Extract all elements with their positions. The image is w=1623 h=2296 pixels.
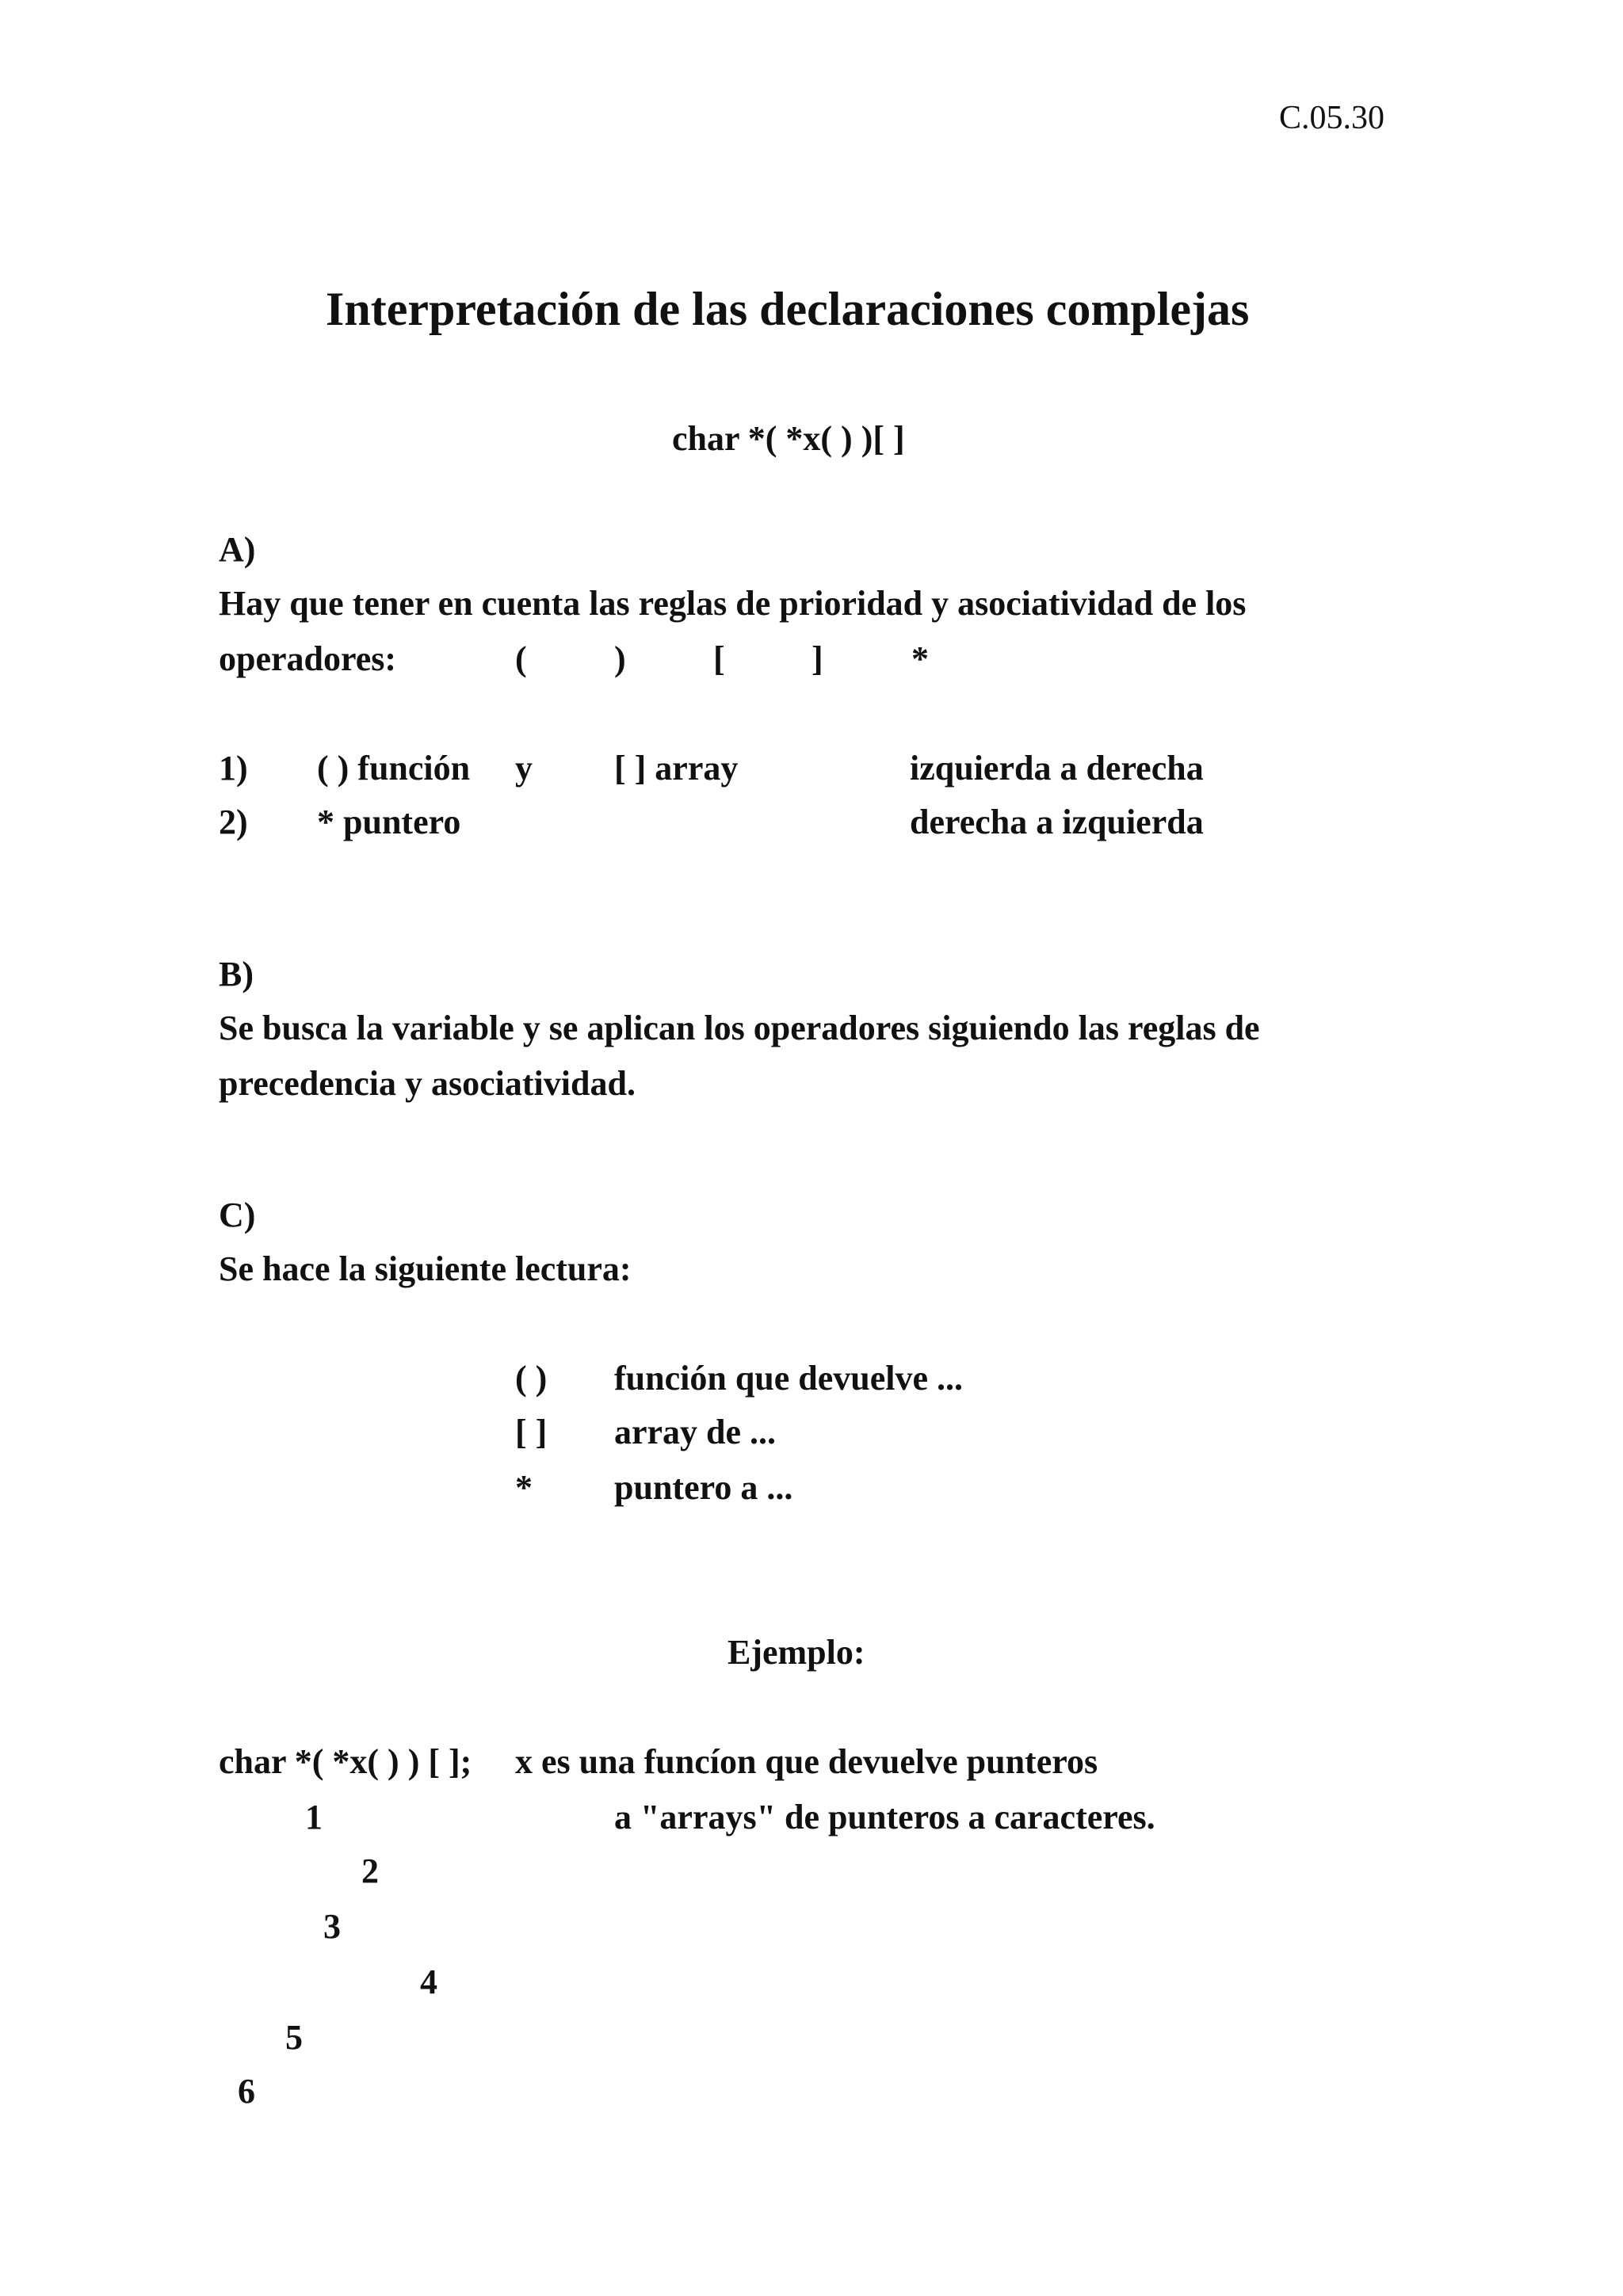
rule-operator: * puntero — [317, 803, 461, 841]
step-number: 6 — [238, 2072, 255, 2111]
example-explanation-line2: a "arrays" de punteros a caracteres. — [614, 1798, 1155, 1836]
section-b-text-line2: precedencia y asociatividad. — [219, 1064, 636, 1103]
operator-asterisk: * — [911, 639, 929, 678]
reading-meaning: puntero a ... — [614, 1468, 793, 1507]
reading-meaning: función que devuelve ... — [614, 1359, 964, 1398]
reading-symbol: [ ] — [515, 1413, 548, 1451]
example-code: char *( *x( ) ) [ ]; — [219, 1742, 472, 1781]
section-b-heading: B) — [219, 955, 254, 994]
page-code: C.05.30 — [1279, 100, 1385, 136]
rule-number: 2) — [219, 803, 248, 841]
section-b-text-line1: Se busca la variable y se aplican los operadores siguiendo las reglas de — [219, 1009, 1260, 1047]
rule-conjunction: y — [515, 749, 533, 788]
section-c-heading: C) — [219, 1196, 256, 1234]
rule-associativity: derecha a izquierda — [910, 803, 1204, 841]
section-a-heading: A) — [219, 530, 256, 569]
section-a-operators-label: operadores: — [219, 639, 397, 678]
operator-close-paren: ) — [614, 639, 626, 678]
example-heading: Ejemplo: — [727, 1633, 865, 1672]
section-a-text: Hay que tener en cuenta las reglas de prioridad y asociatividad de los — [219, 584, 1247, 623]
example-explanation-line1: x es una funcíon que devuelve punteros — [515, 1742, 1098, 1781]
rule-associativity: izquierda a derecha — [910, 749, 1204, 788]
reading-symbol: * — [515, 1468, 533, 1507]
page-title: Interpretación de las declaraciones complejas — [326, 283, 1250, 335]
reading-symbol: ( ) — [515, 1359, 548, 1398]
step-number: 4 — [420, 1962, 437, 2001]
operator-open-paren: ( — [515, 639, 527, 678]
section-c-text: Se hace la siguiente lectura: — [219, 1249, 632, 1288]
step-number: 1 — [305, 1798, 323, 1836]
rule-operator: ( ) función — [317, 749, 471, 788]
step-number: 2 — [361, 1852, 379, 1890]
operator-close-bracket: ] — [812, 639, 823, 678]
operator-open-bracket: [ — [713, 639, 725, 678]
reading-meaning: array de ... — [614, 1413, 777, 1451]
step-number: 3 — [323, 1907, 341, 1946]
rule-operator-2: [ ] array — [614, 749, 739, 788]
step-number: 5 — [285, 2018, 303, 2057]
declaration: char *( *x( ) )[ ] — [672, 419, 905, 458]
rule-number: 1) — [219, 749, 248, 788]
